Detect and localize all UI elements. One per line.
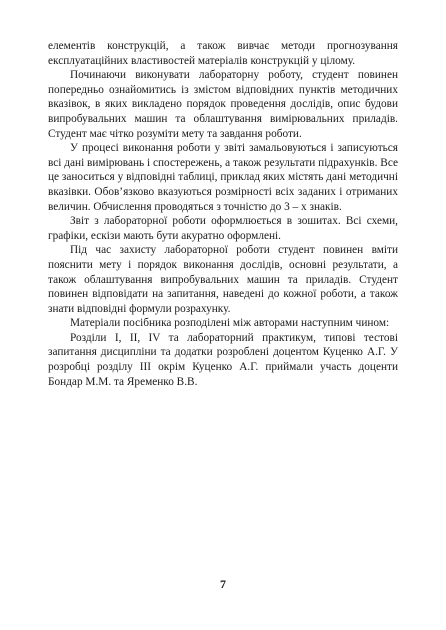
paragraph-report-process: У процесі виконання роботи у звіті замальовуються і записуються всі дані вимірювань і спостережень, а також результати підрахунків. Все це заноситься у відповідні таблиці, приклад яких містять дані методичні вказівки. Обов’язково вказуються розмірності всіх заданих і отриманих величин. Обчислення проводяться з точністю до 3 – х знаків. bbox=[48, 142, 398, 213]
paragraph-lab-preparation: Починаючи виконувати лабораторну роботу, студент повинен попередньо ознайомитись із змістом відповідних пунктів методичних вказівок, в яких викладено порядок проведення дослідів, опис будови випробувальних машин та облаштування вимірювальних приладів. Студент має чітко розуміти мету та завдання роботи. bbox=[48, 69, 398, 140]
page-body-text bbox=[48, 39, 398, 389]
page-number: 7 bbox=[220, 577, 226, 591]
paragraph-lab-defense: Під час захисту лабораторної роботи студент повинен вміти пояснити мету і порядок виконання дослідів, основні результати, а також облаштування випробувальних машин та приладів. Студент повинен відповідати на запитання, наведені до кожної роботи, а також знати відповідні формули розрахунку. bbox=[48, 244, 398, 315]
paragraph-authors-intro: Матеріали посібника розподілені між авторами наступним чином: bbox=[70, 317, 390, 330]
paragraph-continuation: елементів конструкцій, а також вивчає методи прогнозування експлуатаційних властивостей матеріалів конструкцій у цілому. bbox=[48, 40, 398, 67]
paragraph-authors-details: Розділи I, II, IV та лабораторний практикум, типові тестові запитання дисципліни та додатки розроблені доцентом Куценко А.Г. У розробці розділу III окрім Куценко А.Г. приймали участь доценти Бондар М.М. та Яременко В.В. bbox=[48, 331, 398, 388]
paragraph-report-format: Звіт з лабораторної роботи оформлюється в зошитах. Всі схеми, графіки, ескізи мають бути акуратно оформлені. bbox=[48, 215, 398, 242]
